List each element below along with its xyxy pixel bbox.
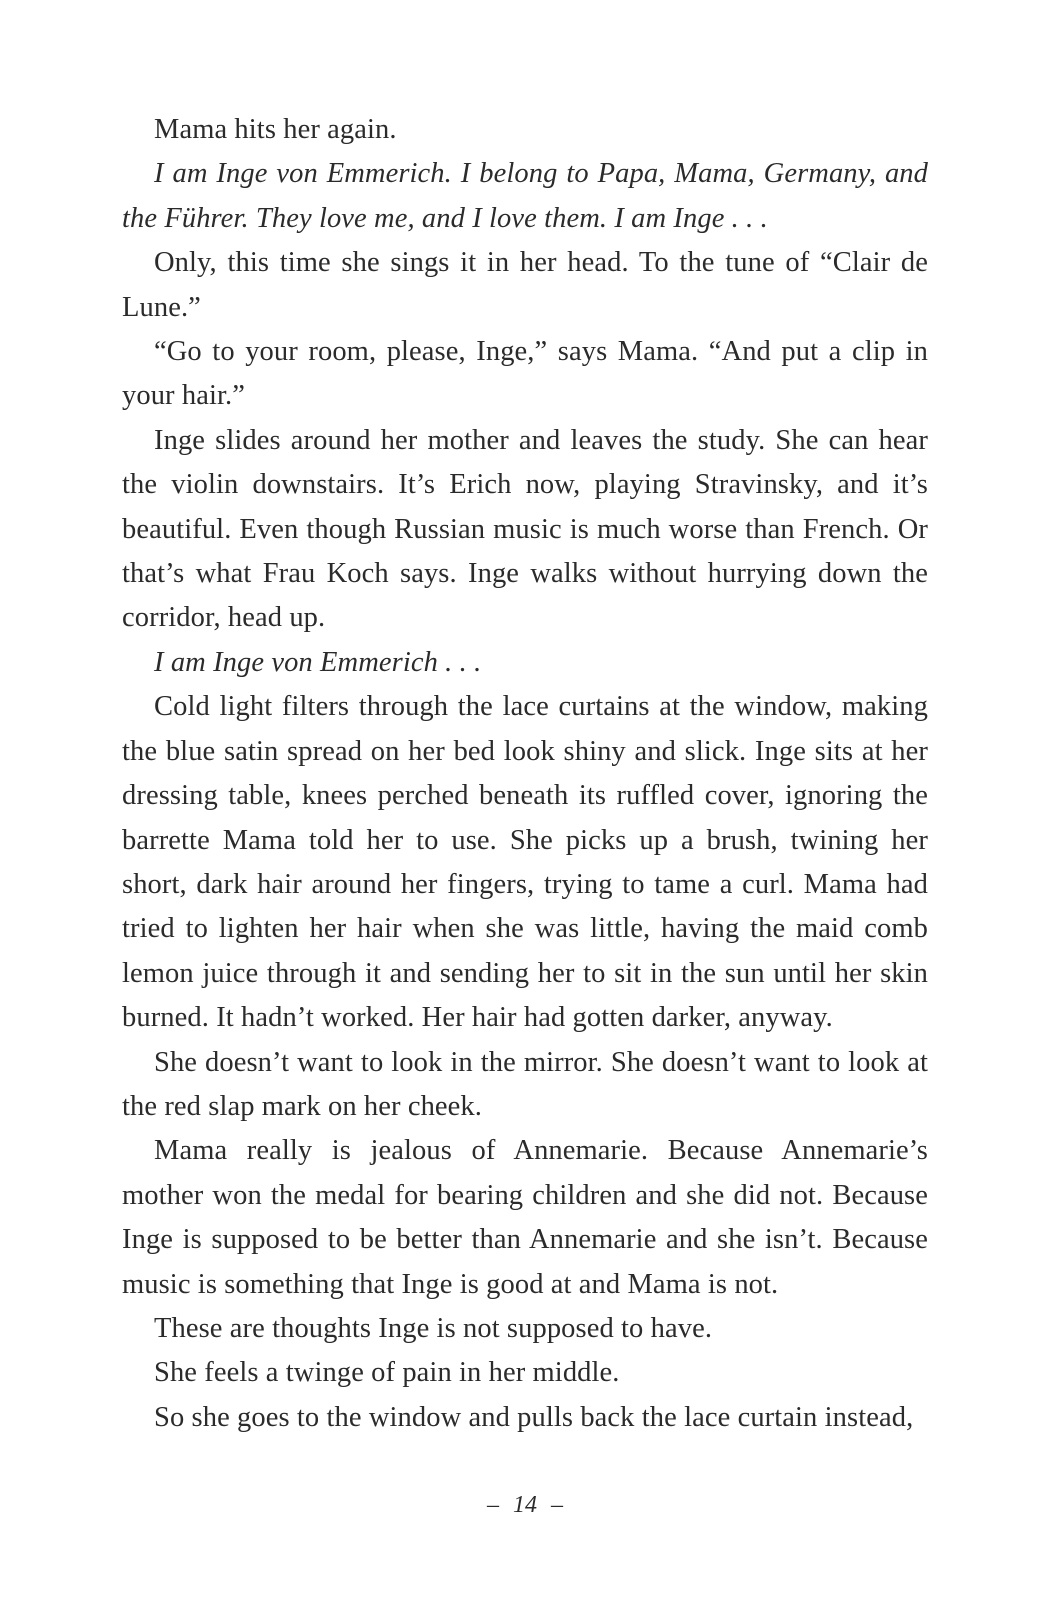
paragraph-6-italic: I am Inge von Emmerich . . . — [154, 646, 482, 678]
page-number — [0, 1492, 1050, 1519]
folio-number: 14 — [513, 1492, 537, 1518]
paragraph-9: Mama really is jealous of Annemarie. Because Annemarie’s mother won the medal for bearing children and she did not. Because Inge is supposed to be better than Annemarie and she isn’t. Because music is something that Inge is good at and Mama is not. — [122, 1135, 928, 1300]
paragraph-12: So she goes to the window and pulls back the lace curtain instead, — [154, 1401, 914, 1433]
paragraph-5: Inge slides around her mother and leaves the study. She can hear the violin downstairs. It’s Erich now, playing Stravinsky, and it’s beautiful. Even though Russian music is much worse than French. Or that’s what Frau Koch says. Inge walks without hurrying down the corridor, head up. — [122, 424, 928, 634]
folio-dash-left: – — [487, 1492, 499, 1518]
paragraph-11: She feels a twinge of pain in her middle. — [154, 1357, 620, 1389]
body-text — [122, 108, 928, 1440]
paragraph-4: “Go to your room, please, Inge,” says Mama. “And put a clip in your hair.” — [122, 336, 928, 412]
paragraph-1: Mama hits her again. — [154, 114, 397, 145]
paragraph-2-italic: I am Inge von Emmerich. I belong to Papa, Mama, Germany, and the Führer. They love me, and I love them. I am Inge . . . — [122, 158, 928, 234]
paragraph-8: She doesn’t want to look in the mirror. She doesn’t want to look at the red slap mark on her cheek. — [122, 1046, 928, 1122]
paragraph-3: Only, this time she sings it in her head. To the tune of “Clair de Lune.” — [122, 247, 928, 323]
paragraph-10: These are thoughts Inge is not supposed to have. — [154, 1312, 713, 1344]
paragraph-7: Cold light filters through the lace curtains at the window, making the blue satin spread on her bed look shiny and slick. Inge sits at her dressing table, knees perched beneath its ruffled cover, ignoring the barrette Mama told her to use. She picks up a brush, twining her short, dark hair around her fingers, trying to tame a curl. Mama had tried to lighten her hair when she was little, having the maid comb lemon juice through it and sending her to sit in the sun until her skin burned. It hadn’t worked. Her hair had gotten darker, anyway. — [122, 691, 928, 1034]
folio-dash-right: – — [551, 1492, 563, 1518]
